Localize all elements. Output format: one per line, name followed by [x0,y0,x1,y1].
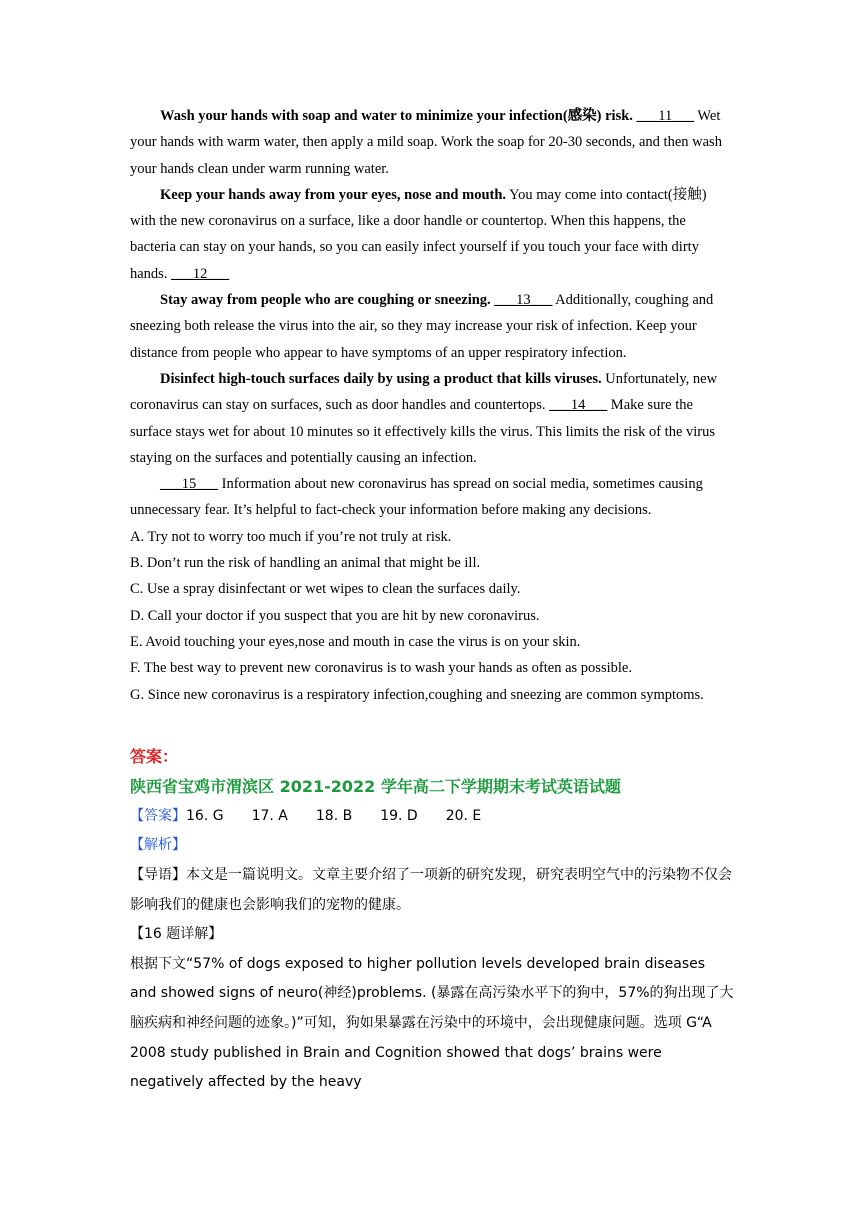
q16-tag: 【16 题详解】 [130,926,223,943]
paragraph-5 [130,471,735,524]
paragraph-3-text: Additionally, coughing and sneezing both release the virus into the air, so they may increase your risk of infection. Keep your distance from people who appear to have symptoms of an upper respiratory infection. [130,292,714,361]
blank-13: ___13___ [494,292,553,309]
answer-tag: 【答案】 [130,807,186,824]
paragraph-4 [130,366,735,471]
blank-11: ___11___ [636,108,695,124]
guide-tag: 【导语】 [130,867,186,884]
guide-paragraph [130,861,735,920]
paragraph-4-text-b: Make sure the surface stays wet for about 10 minutes so it effectively kills the virus. This limits the risk of the virus staying on the surfaces and potentially causing an infection. [130,397,716,466]
paragraph-2-text: You may come into contact(接触) with the new coronavirus on a surface, like a door handle or countertop. When this happens, the bacteria can stay on your hands, so you can easily infect yourself if you touch your face with dirty hands. [130,186,707,282]
option-c: C. Use a spray disinfectant or wet wipes to clean the surfaces daily. [130,581,521,598]
option-b: B. Don’t run the risk of handling an animal that might be ill. [130,555,481,572]
q16-text: 根据下文“57% of dogs exposed to higher pollution levels developed brain diseases and showed signs of neuro(神经)problems. (暴露在高污染水平下的狗中，57%的狗出现了大脑疾病和神经问题的迹象。)”可知，狗如果暴露在污染中的环境中，会出现健康问题。选项 G“A 2008 study published in Brain and Cognition showed that dogs’ brains were negatively affected by the heavy [130,955,734,1091]
paragraph-2-heading: Keep your hands away from your eyes, nose and mouth. [160,186,507,203]
answer-item-17: 17. A [251,807,288,824]
paragraph-3 [130,287,735,366]
answer-item-16: 16. G [186,807,224,824]
answer-item-18: 18. B [315,807,353,824]
option-a: A. Try not to worry too much if you’re not truly at risk. [130,528,452,545]
source-title: 陕西省宝鸡市渭滨区 2021-2022 学年高二下学期期末考试英语试题 [130,776,621,796]
option-e: E. Avoid touching your eyes,nose and mouth in case the virus is on your skin. [130,633,581,650]
document-content [130,103,735,1098]
guide-text: 本文是一篇说明文。文章主要介绍了一项新的研究发现，研究表明空气中的污染物不仅会影响我们的健康也会影响我们的宠物的健康。 [130,867,732,913]
answer-row [130,802,735,832]
answer-section [130,802,735,1098]
answer-item-19: 19. D [380,807,418,824]
answer-item-20: 20. E [445,807,482,824]
paragraph-1 [130,103,735,182]
spacer [130,708,735,742]
paragraph-4-heading: Disinfect high-touch surfaces daily by using a product that kills viruses. [160,370,602,387]
paragraph-4-text-a: Unfortunately, new coronavirus can stay on surfaces, such as door handles and countertops. [130,370,718,414]
option-d: D. Call your doctor if you suspect that you are hit by new coronavirus. [130,607,540,624]
analysis-tag: 【解析】 [130,837,186,854]
options-list [130,524,735,708]
paragraph-1-text: Wet your hands with warm water, then apply a mild soap. Work the soap for 20-30 seconds, and then wash your hands clean under warm running water. [130,108,722,177]
paragraph-2 [130,182,735,287]
answer-label: 答案： [130,746,179,766]
blank-14: ___14___ [549,397,608,414]
blank-12: ___12___ [171,265,230,282]
blank-15: ___15___ [160,476,218,493]
paragraph-3-heading: Stay away from people who are coughing or sneezing. [160,292,491,309]
paragraph-1-heading: Wash your hands with soap and water to minimize your infection(感染) risk. [160,108,633,124]
option-f: F. The best way to prevent new coronavirus is to wash your hands as often as possible. [130,660,632,677]
paragraph-5-text: Information about new coronavirus has spread on social media, sometimes causing unnecessary fear. It’s helpful to fact-check your information before making any decisions. [130,476,703,519]
option-g: G. Since new coronavirus is a respiratory infection,coughing and sneezing are common symptoms. [130,686,704,703]
